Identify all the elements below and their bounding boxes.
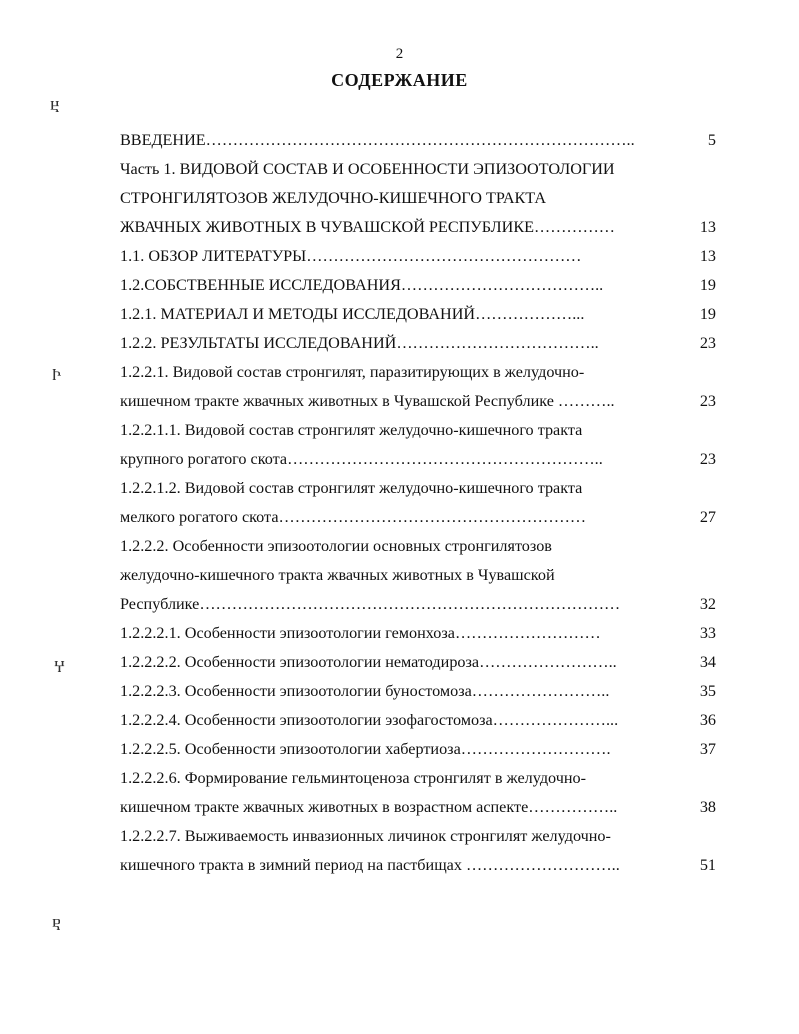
- toc-entry-page: 13: [699, 247, 716, 265]
- toc-entry-text: 1.2.2.2.3. Особенности эпизоотологии буностомоза……………………..: [120, 682, 610, 700]
- toc-entry-text: кишечном тракте жвачных животных в возрастном аспекте……………..: [120, 798, 618, 816]
- toc-entry-text: 1.2.2.2.2. Особенности эпизоотологии нематодироза……………………..: [120, 653, 617, 671]
- toc-entry[interactable]: [120, 793, 716, 822]
- toc-entry-text: кишечном тракте жвачных животных в Чувашской Республике ………..: [120, 392, 615, 410]
- toc-entry[interactable]: [120, 126, 716, 155]
- toc-entry-text: ВВЕДЕНИЕ……………………………………………………………………..: [120, 131, 635, 149]
- page-title: СОДЕРЖАНИЕ: [331, 70, 468, 90]
- toc-entry[interactable]: [120, 735, 716, 764]
- table-of-contents: [120, 126, 716, 880]
- toc-entry[interactable]: [120, 706, 716, 735]
- toc-entry[interactable]: [120, 851, 716, 880]
- toc-entry[interactable]: [120, 619, 716, 648]
- toc-entry-text: 1.2.2.2.1. Особенности эпизоотологии гемонхоза………………………: [120, 624, 601, 642]
- toc-entry-page: 19: [699, 276, 716, 294]
- toc-entry-page: 34: [699, 653, 716, 671]
- toc-entry[interactable]: [120, 300, 716, 329]
- toc-entry[interactable]: [120, 155, 716, 184]
- toc-entry-text: СТРОНГИЛЯТОЗОВ ЖЕЛУДОЧНО-КИШЕЧНОГО ТРАКТА: [120, 189, 547, 207]
- toc-entry-text: кишечного тракта в зимний период на пастбищах ………………………..: [120, 856, 620, 874]
- toc-entry[interactable]: [120, 358, 716, 387]
- toc-entry[interactable]: [120, 532, 716, 561]
- margin-mark: Ⴒ: [52, 918, 61, 933]
- toc-entry-text: 1.1. ОБЗОР ЛИТЕРАТУРЫ……………………………………………: [120, 247, 582, 265]
- toc-entry-page: 13: [699, 218, 716, 236]
- toc-entry-text: Республике……………………………………………………………………: [120, 595, 621, 613]
- margin-mark: Ⴡ: [52, 368, 62, 383]
- toc-entry-text: 1.2.1. МАТЕРИАЛ И МЕТОДЫ ИССЛЕДОВАНИЙ………………...: [120, 305, 585, 323]
- toc-entry-text: 1.2.СОБСТВЕННЫЕ ИССЛЕДОВАНИЯ………………………………..: [120, 276, 604, 294]
- toc-entry[interactable]: [120, 561, 716, 590]
- toc-entry-text: 1.2.2.1. Видовой состав стронгилят, паразитирующих в желудочно-: [120, 363, 585, 381]
- toc-entry-page: 23: [699, 334, 716, 352]
- toc-entry-page: 27: [699, 508, 716, 526]
- toc-entry-text: 1.2.2.2.6. Формирование гельминтоценоза стронгилят в желудочно-: [120, 769, 587, 787]
- toc-entry[interactable]: [120, 648, 716, 677]
- toc-entry-page: 36: [699, 711, 716, 729]
- toc-entry-page: 51: [699, 856, 716, 874]
- toc-entry-page: 5: [707, 131, 716, 149]
- toc-entry[interactable]: [120, 271, 716, 300]
- toc-entry-text: 1.2.2.1.2. Видовой состав стронгилят желудочно-кишечного тракта: [120, 479, 583, 497]
- toc-entry-text: 1.2.2.2.4. Особенности эпизоотологии эзофагостомоза…………………...: [120, 711, 619, 729]
- toc-entry[interactable]: [120, 503, 716, 532]
- toc-entry[interactable]: [120, 213, 716, 242]
- toc-entry-text: 1.2.2.2.5. Особенности эпизоотологии хабертиоза……………………….: [120, 740, 611, 758]
- toc-entry-text: Часть 1. ВИДОВОЙ СОСТАВ И ОСОБЕННОСТИ ЭПИЗООТОЛОГИИ: [120, 160, 615, 178]
- toc-entry-text: 1.2.2.2.7. Выживаемость инвазионных личинок стронгилят желудочно-: [120, 827, 611, 845]
- toc-entry-text: желудочно-кишечного тракта жвачных животных в Чувашской: [120, 566, 555, 584]
- margin-mark: Ⴤ: [54, 660, 65, 675]
- toc-entry-page: 35: [699, 682, 716, 700]
- toc-entry-text: ЖВАЧНЫХ ЖИВОТНЫХ В ЧУВАШСКОЙ РЕСПУБЛИКЕ……………: [120, 218, 615, 236]
- toc-entry-page: 19: [699, 305, 716, 323]
- toc-entry[interactable]: [120, 416, 716, 445]
- toc-entry[interactable]: [120, 822, 716, 851]
- toc-entry-page: 32: [699, 595, 716, 613]
- toc-entry-text: 1.2.2.2. Особенности эпизоотологии основных стронгилятозов: [120, 537, 552, 555]
- toc-entry[interactable]: [120, 242, 716, 271]
- page-number: 2: [395, 46, 404, 62]
- toc-entry[interactable]: [120, 764, 716, 793]
- toc-entry[interactable]: [120, 677, 716, 706]
- toc-entry-text: мелкого рогатого скота…………………………………………………: [120, 508, 587, 526]
- toc-entry[interactable]: [120, 387, 716, 416]
- margin-mark: Ⴞ: [50, 100, 60, 115]
- toc-entry[interactable]: [120, 474, 716, 503]
- toc-entry[interactable]: [120, 445, 716, 474]
- toc-entry-page: 23: [699, 450, 716, 468]
- toc-entry[interactable]: [120, 590, 716, 619]
- toc-entry-page: 38: [699, 798, 716, 816]
- toc-entry-text: 1.2.2.1.1. Видовой состав стронгилят желудочно-кишечного тракта: [120, 421, 583, 439]
- toc-entry-text: крупного рогатого скота…………………………………………………..: [120, 450, 603, 468]
- toc-entry[interactable]: [120, 329, 716, 358]
- toc-entry-text: 1.2.2. РЕЗУЛЬТАТЫ ИССЛЕДОВАНИЙ………………………………..: [120, 334, 599, 352]
- toc-entry-page: 23: [699, 392, 716, 410]
- toc-entry-page: 37: [699, 740, 716, 758]
- toc-entry[interactable]: [120, 184, 716, 213]
- toc-entry-page: 33: [699, 624, 716, 642]
